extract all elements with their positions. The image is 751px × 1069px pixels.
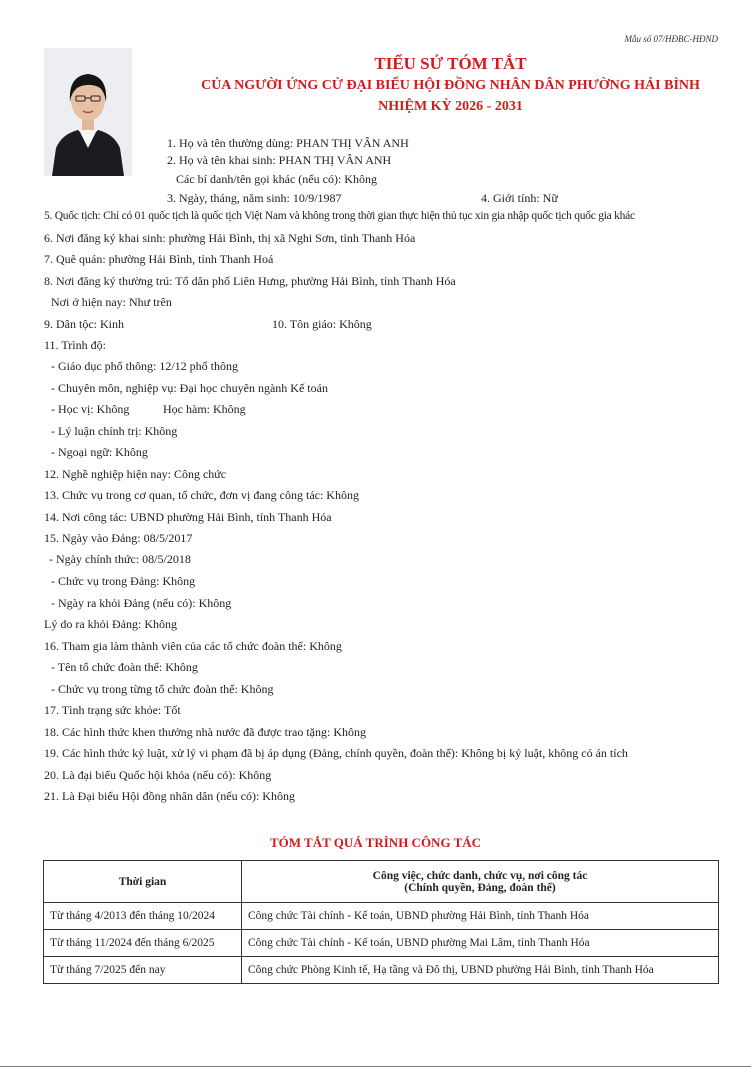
party-official-date: - Ngày chính thức: 08/5/2018	[49, 552, 191, 566]
column-header-job-line2: (Chính quyền, Đảng, đoàn thể)	[404, 881, 556, 894]
permanent-residence: 8. Nơi đăng ký thường trú: Tổ dân phố Liên Hưng, phường Hải Bình, tỉnh Thanh Hóa	[44, 274, 456, 288]
row-job: Công chức Tài chính - Kế toán, UBND phường Hải Bình, tỉnh Thanh Hóa	[242, 903, 719, 930]
gender: 4. Giới tính: Nữ	[481, 191, 558, 205]
peoples-council-delegate: 21. Là Đại biểu Hội đồng nhân dân (nếu có): Không	[44, 789, 295, 803]
ethnicity: 9. Dân tộc: Kinh	[44, 317, 124, 331]
state-awards: 18. Các hình thức khen thưởng nhà nước đã được trao tặng: Không	[44, 725, 366, 739]
table-row	[44, 957, 719, 984]
table-header-row	[44, 861, 719, 903]
document-title: TIỂU SỬ TÓM TẮT	[374, 54, 527, 73]
organization-position: - Chức vụ trong từng tổ chức đoàn thể: Không	[51, 682, 274, 696]
row-time: Từ tháng 4/2013 đến tháng 10/2024	[44, 903, 242, 930]
mass-organizations: 16. Tham gia làm thành viên của các tổ chức đoàn thể: Không	[44, 639, 342, 653]
disciplinary-records: 19. Các hình thức kỷ luật, xử lý vi phạm đã bị áp dụng (Đảng, chính quyền, đoàn thể): Không bị kỷ luật, không có án tích	[44, 746, 628, 760]
common-name: 1. Họ và tên thường dùng: PHAN THỊ VÂN ANH	[167, 136, 409, 150]
document-term: NHIỆM KỲ 2026 - 2031	[378, 99, 523, 114]
party-leave-reason: Lý do ra khỏi Đảng: Không	[44, 617, 177, 631]
hometown: 7. Quê quán: phường Hải Bình, tỉnh Thanh Hoá	[44, 252, 274, 266]
column-header-job	[242, 861, 719, 903]
political-theory: - Lý luận chính trị: Không	[51, 424, 178, 438]
column-header-job-line1: Công việc, chức danh, chức vụ, nơi công tác	[372, 869, 588, 882]
table-row	[44, 903, 719, 930]
general-education: - Giáo dục phổ thông: 12/12 phổ thông	[51, 359, 238, 373]
academic-title: Học hàm: Không	[163, 402, 246, 416]
foreign-language: - Ngoại ngữ: Không	[51, 445, 148, 459]
religion: 10. Tôn giáo: Không	[272, 317, 372, 331]
party-position: - Chức vụ trong Đảng: Không	[51, 574, 196, 588]
national-assembly-delegate: 20. Là đại biểu Quốc hội khóa (nếu có): Không	[44, 768, 272, 782]
professional-qualification: - Chuyên môn, nghiệp vụ: Đại học chuyên ngành Kế toán	[51, 381, 328, 395]
academic-degree: - Học vị: Không	[51, 402, 130, 416]
current-residence: Nơi ở hiện nay: Như trên	[51, 295, 172, 309]
birth-name: 2. Họ và tên khai sinh: PHAN THỊ VÂN ANH	[167, 153, 392, 167]
workplace: 14. Nơi công tác: UBND phường Hải Bình, tỉnh Thanh Hóa	[44, 510, 332, 524]
work-history-table	[43, 860, 719, 984]
row-time: Từ tháng 11/2024 đến tháng 6/2025	[44, 930, 242, 957]
date-of-birth: 3. Ngày, tháng, năm sinh: 10/9/1987	[167, 191, 342, 205]
form-number: Mẫu số 07/HĐBC-HĐND	[624, 34, 718, 44]
table-row	[44, 930, 719, 957]
party-join-date: 15. Ngày vào Đảng: 08/5/2017	[44, 531, 193, 545]
birth-registration: 6. Nơi đăng ký khai sinh: phường Hải Bình, thị xã Nghi Sơn, tỉnh Thanh Hóa	[44, 231, 416, 245]
work-history-title: TÓM TẮT QUÁ TRÌNH CÔNG TÁC	[269, 835, 482, 850]
document-subtitle: CỦA NGƯỜI ỨNG CỬ ĐẠI BIỂU HỘI ĐỒNG NHÂN DÂN PHƯỜNG HẢI BÌNH	[201, 78, 700, 93]
education-heading: 11. Trình độ:	[44, 338, 106, 352]
nationality: 5. Quốc tịch: Chỉ có 01 quốc tịch là quốc tịch Việt Nam và không trong thời gian thực hiện thủ tục xin gia nhập quốc tịch quốc gia khác	[44, 210, 635, 222]
health-status: 17. Tình trạng sức khỏe: Tốt	[44, 703, 181, 717]
current-position: 13. Chức vụ trong cơ quan, tổ chức, đơn vị đang công tác: Không	[44, 488, 359, 502]
organization-name: - Tên tổ chức đoàn thể: Không	[51, 660, 198, 674]
page-bottom-divider	[0, 1066, 751, 1067]
party-leave-date: - Ngày ra khỏi Đảng (nếu có): Không	[51, 596, 232, 610]
row-job: Công chức Tài chính - Kế toán, UBND phường Mai Lâm, tỉnh Thanh Hóa	[242, 930, 719, 957]
row-job: Công chức Phòng Kinh tế, Hạ tầng và Đô thị, UBND phường Hải Bình, tỉnh Thanh Hóa	[242, 957, 719, 984]
column-header-time: Thời gian	[44, 861, 242, 903]
aliases: Các bí danh/tên gọi khác (nếu có): Không	[176, 172, 377, 186]
occupation: 12. Nghề nghiệp hiện nay: Công chức	[44, 467, 227, 481]
row-time: Từ tháng 7/2025 đến nay	[44, 957, 242, 984]
